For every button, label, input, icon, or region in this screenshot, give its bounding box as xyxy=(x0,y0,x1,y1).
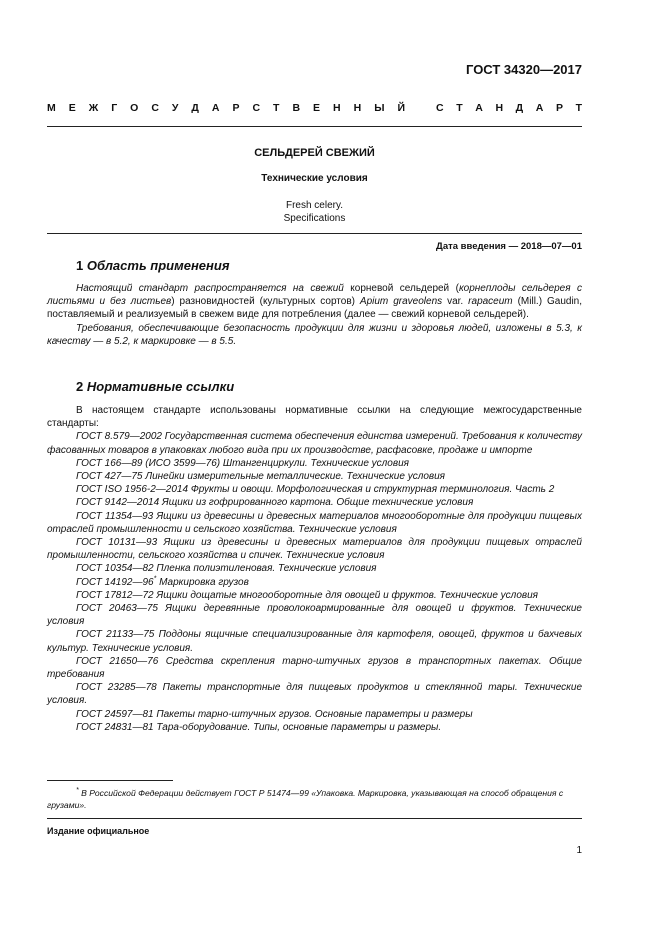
official-edition-label: Издание официальное xyxy=(47,826,150,836)
interstate-word-1 xyxy=(47,102,405,114)
reference-item: ГОСТ 24597—81 Пакеты тарно-штучных грузов. Основные параметры и размеры xyxy=(76,708,473,720)
document-subtitle: Технические условия xyxy=(261,173,368,184)
letter: Г xyxy=(111,102,118,114)
reference-item: ГОСТ 10131—93 Ящики из древесины и древесных материалов для продукции пищевых отраслей промышленности, сельского хозяйства и спичек. Технические условия xyxy=(47,537,582,562)
section-title: Нормативные ссылки xyxy=(86,379,235,394)
introduction-date: Дата введения — 2018—07—01 xyxy=(436,241,582,252)
letter: Ы xyxy=(374,102,385,114)
text-run: ) разновидностей (культурных сортов) xyxy=(171,296,360,308)
text-run: Настоящий стандарт распространяется на свежий xyxy=(76,283,351,294)
text-run: (Mill.) Gaudin, поставляемый и реализуемый в свежем виде для потребления (далее — свежий корневой сельдерей). xyxy=(47,296,582,321)
reference-item: ГОСТ 8.579—2002 Государственная система обеспечения единства измерений. Требования к количеству фасованных товаров в упаковках любого вида при их производстве, расфасовке, продаже и импорте xyxy=(47,431,582,456)
requirements-paragraph: Требования, обеспечивающие безопасность продукции для жизни и здоровья людей, изложены в 5.3, к качеству — в 5.2, к маркировке — в 5.5. xyxy=(47,322,582,347)
text-run: var. xyxy=(442,296,469,308)
letter: Е xyxy=(313,102,321,114)
reference-item: ГОСТ 20463—75 Ящики деревянные проволокоармированные для овощей и фруктов. Технические условия xyxy=(47,603,582,628)
footnote-divider xyxy=(47,780,173,781)
english-title-line-2: Specifications xyxy=(283,213,346,224)
text-run: Маркировка грузов xyxy=(156,576,249,588)
letter: Н xyxy=(495,102,504,114)
letter: Т xyxy=(273,102,280,114)
reference-item: ГОСТ 21133—75 Поддоны ящичные специализированные для картофеля, овощей, фруктов и бахчевых культур. Технические условия. xyxy=(47,629,582,654)
letter: В xyxy=(292,102,301,114)
interstate-word-2 xyxy=(436,102,582,114)
section-number: 1 xyxy=(76,258,84,273)
reference-item: ГОСТ 17812—72 Ящики дощатые многооборотные для овощей и фруктов. Технические условия xyxy=(76,589,538,601)
text-run: В Российской Федерации действует ГОСТ Р 51474—99 «Упаковка. Маркировка, указывающая на способ обращения с грузами». xyxy=(47,788,564,810)
english-title xyxy=(47,199,582,225)
reference-item: ГОСТ 9142—2014 Ящики из гофрированного картона. Общие технические условия xyxy=(76,497,474,509)
section-title: Область применения xyxy=(86,258,230,273)
reference-item: ГОСТ ISO 1956-2—2014 Фрукты и овощи. Морфологическая и структурная терминология. Часть 2 xyxy=(76,484,555,496)
letter: С xyxy=(436,102,444,114)
letter: А xyxy=(475,102,483,114)
reference-item: ГОСТ 166—89 (ИСО 3599—76) Штангенциркули. Технические условия xyxy=(76,457,409,469)
header-divider xyxy=(47,126,582,127)
english-title-line-1: Fresh celery. xyxy=(285,200,344,211)
section-1-body xyxy=(47,282,582,348)
letter: М xyxy=(47,102,56,114)
reference-item: ГОСТ 24831—81 Тара-оборудование. Типы, основные параметры и размеры. xyxy=(76,721,442,733)
footnote-mark: * xyxy=(76,787,79,795)
scope-paragraph xyxy=(47,282,582,322)
letter: А xyxy=(535,102,544,114)
footnote-mark: * xyxy=(153,575,157,583)
interstate-standard-banner xyxy=(47,102,582,114)
reference-item: ГОСТ 21650—76 Средства скрепления тарно-штучных грузов в транспортных пакетах. Общие требования xyxy=(47,655,582,681)
document-title: СЕЛЬДЕРЕЙ СВЕЖИЙ xyxy=(254,147,375,159)
letter: Р xyxy=(555,102,563,114)
footer-divider xyxy=(47,818,582,819)
text-run: Apium graveolens xyxy=(359,296,443,308)
title-divider xyxy=(47,233,582,234)
letter: О xyxy=(130,102,139,114)
text-run: корневой сельдерей ( xyxy=(350,283,459,294)
references-intro: В настоящем стандарте использованы нормативные ссылки на следующие межгосударственные стандарты: xyxy=(47,405,582,430)
letter: Ж xyxy=(88,102,99,114)
letter: Н xyxy=(353,102,362,114)
reference-item: ГОСТ 23285—78 Пакеты транспортные для пищевых продуктов и стеклянной тары. Технические условия. xyxy=(47,682,582,707)
footnote xyxy=(47,787,582,811)
letter: Т xyxy=(456,102,463,114)
page-number: 1 xyxy=(576,845,582,856)
reference-item: ГОСТ 10354—82 Пленка полиэтиленовая. Технические условия xyxy=(76,563,377,575)
footnote-text xyxy=(47,787,582,811)
letter: Д xyxy=(191,102,199,114)
letter: Е xyxy=(68,102,76,114)
letter: А xyxy=(211,102,220,114)
letter: Д xyxy=(515,102,524,114)
letter: Н xyxy=(333,102,341,114)
document-code: ГОСТ 34320—2017 xyxy=(466,62,582,77)
reference-item: ГОСТ 11354—93 Ящики из древесины и древесных материалов многооборотные для продукции пищевых отраслей промышленности и сельского хозяйства. Технические условия xyxy=(47,510,582,535)
section-2-body xyxy=(47,404,582,734)
letter: С xyxy=(151,102,159,114)
letter: Й xyxy=(397,102,405,114)
text-run: корнеплоды сельдерея с листьями и без листьев xyxy=(47,283,583,308)
section-2-heading xyxy=(76,379,234,394)
reference-item: ГОСТ 427—75 Линейки измерительные металлические. Технические условия xyxy=(76,471,446,483)
letter: У xyxy=(171,102,179,114)
letter: Т xyxy=(575,102,582,114)
text-run: ГОСТ 14192—96 xyxy=(76,576,154,588)
reference-item xyxy=(47,576,582,589)
section-1-heading xyxy=(76,258,230,273)
letter: С xyxy=(252,102,261,114)
letter: Р xyxy=(232,102,240,114)
text-run: rapaceum xyxy=(468,296,513,308)
section-number: 2 xyxy=(76,379,84,394)
